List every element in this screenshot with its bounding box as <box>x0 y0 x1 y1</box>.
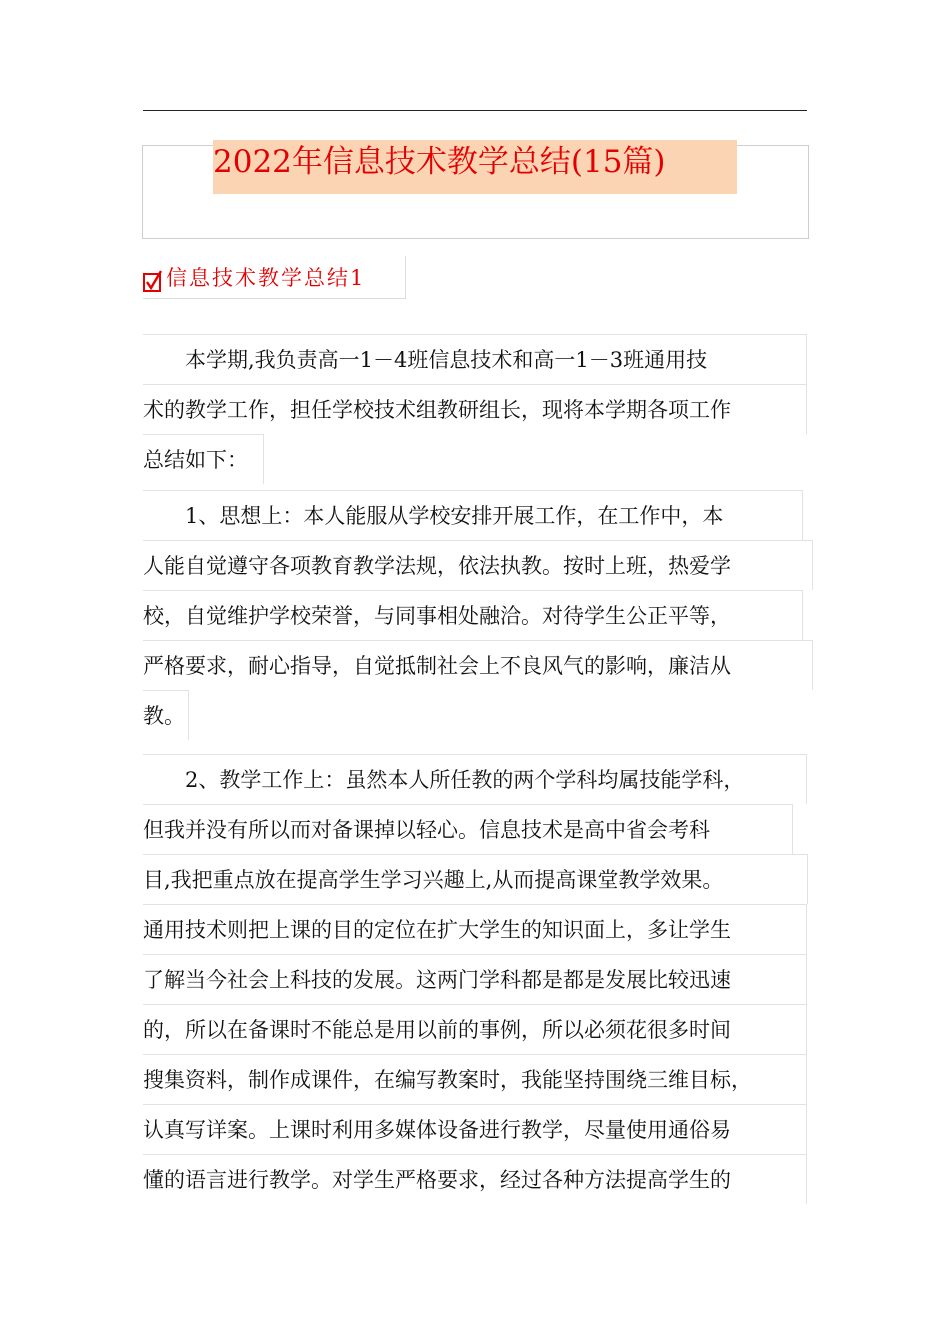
text-line: 目,我把重点放在提高学生学习兴趣上,从而提高课堂教学效果。 <box>143 854 808 904</box>
header-rule <box>143 110 807 111</box>
text-line: 总结如下： <box>143 434 264 484</box>
text-line: 术的教学工作，担任学校技术组教研组长，现将本学期各项工作 <box>143 384 807 434</box>
document-title: 2022年信息技术教学总结(15篇) <box>213 140 737 194</box>
text-line: 懂的语言进行教学。对学生严格要求，经过各种方法提高学生的 <box>143 1154 807 1204</box>
text-line: 1、思想上：本人能服从学校安排开展工作，在工作中，本 <box>143 490 803 540</box>
text-line: 人能自觉遵守各项教育教学法规，依法执教。按时上班，热爱学 <box>143 540 813 590</box>
text-line: 严格要求，耐心指导，自觉抵制社会上不良风气的影响，廉洁从 <box>143 640 813 690</box>
text-line: 的，所以在备课时不能总是用以前的事例，所以必须花很多时间 <box>143 1004 807 1054</box>
checkbox-checked-icon <box>143 269 163 293</box>
text-line: 认真写详案。上课时利用多媒体设备进行教学，尽量使用通俗易 <box>143 1104 807 1154</box>
text-line: 搜集资料，制作成课件，在编写教案时，我能坚持围绕三维目标， <box>143 1054 807 1104</box>
text-line: 2、教学工作上：虽然本人所任教的两个学科均属技能学科， <box>143 754 807 804</box>
text-line: 通用技术则把上课的目的定位在扩大学生的知识面上，多让学生 <box>143 904 807 954</box>
text-line: 但我并没有所以而对备课掉以轻心。信息技术是高中省会考科 <box>143 804 793 854</box>
text-line: 本学期,我负责高一1－4班信息技术和高一1－3班通用技 <box>143 334 807 384</box>
section-title: 信息技术教学总结1 <box>166 266 366 290</box>
text-line: 了解当今社会上科技的发展。这两门学科都是都是发展比较迅速 <box>143 954 807 1004</box>
text-line: 校，自觉维护学校荣誉，与同事相处融洽。对待学生公正平等， <box>143 590 803 640</box>
section-heading <box>143 256 406 299</box>
text-line: 教。 <box>143 690 189 740</box>
